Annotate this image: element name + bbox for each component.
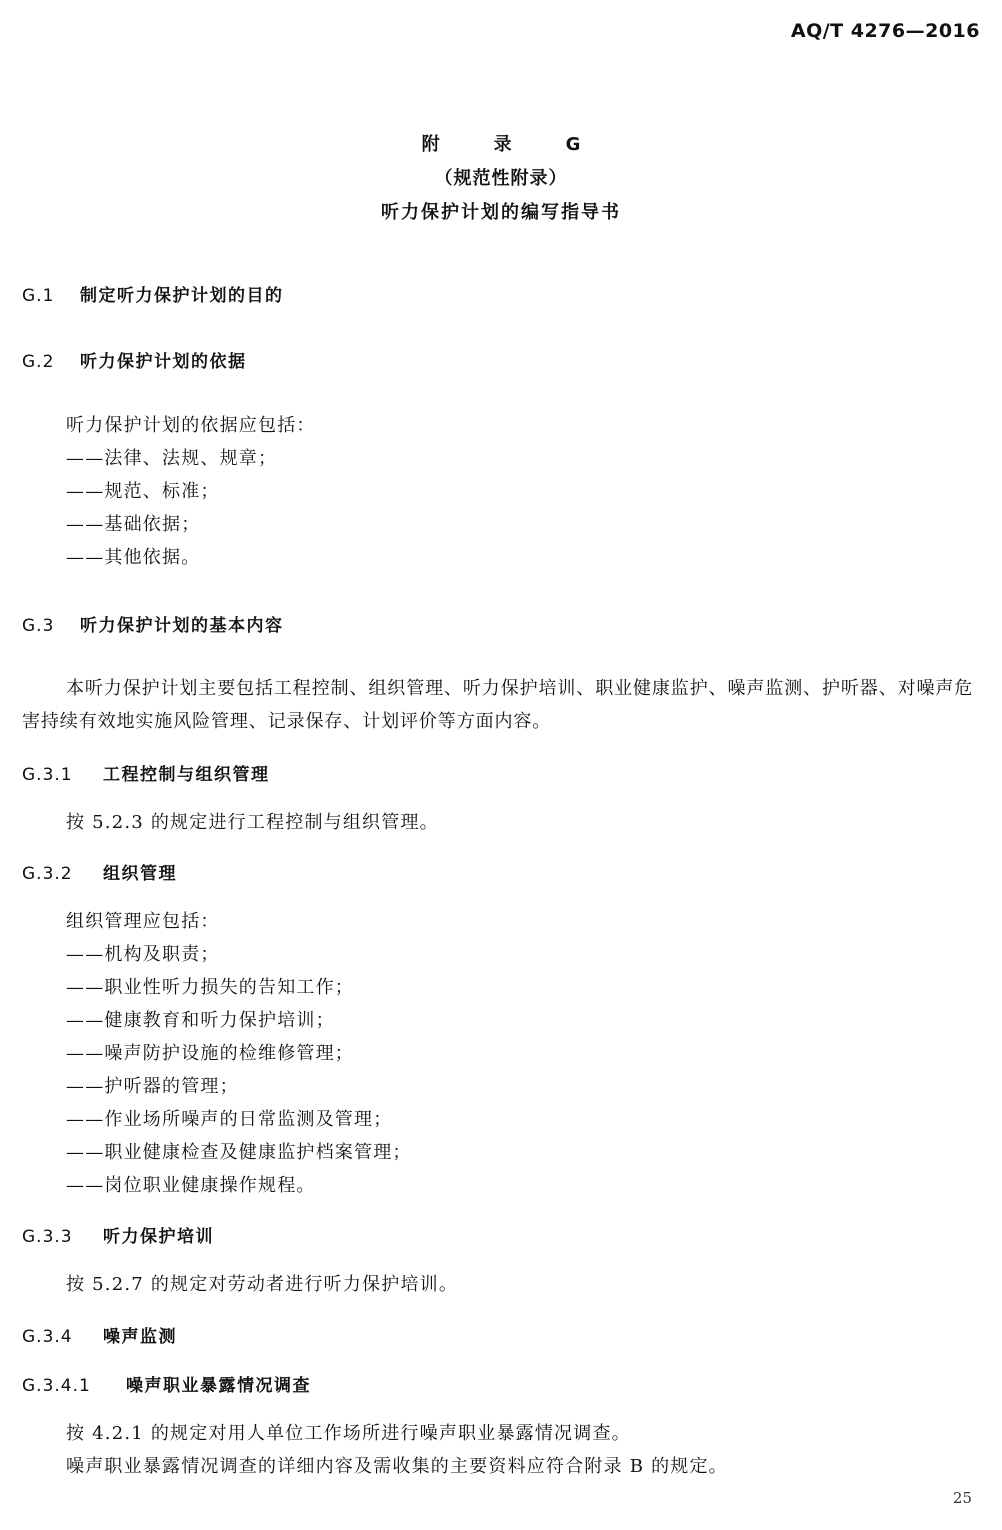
list-item: ——法律、法规、规章；	[66, 448, 278, 469]
section-title: 听力保护培训	[103, 1227, 214, 1247]
g3-paragraph: 本听力保护计划主要包括工程控制、组织管理、听力保护培训、职业健康监护、噪声监测、护听器、对噪声危害持续有效地实施风险管理、记录保存、计划评价等方面内容。	[22, 678, 974, 732]
section-heading-g2	[22, 347, 247, 372]
list-item: ——职业性听力损失的告知工作；	[66, 977, 354, 998]
list-item: ——机构及职责；	[66, 944, 220, 965]
section-number: G.3.4	[22, 1327, 73, 1347]
list-item: ——噪声防护设施的检维修管理；	[66, 1043, 354, 1064]
section-number: G.1	[22, 286, 55, 306]
appendix-title: 附 录 G	[421, 134, 599, 155]
section-number: G.3.3	[22, 1227, 73, 1247]
g3-1-text: 按 5.2.3 的规定进行工程控制与组织管理。	[66, 812, 439, 833]
section-number: G.3	[22, 616, 55, 636]
section-number: G.3.2	[22, 864, 73, 884]
g3-4-1-text: 噪声职业暴露情况调查的详细内容及需收集的主要资料应符合附录 B 的规定。	[66, 1456, 728, 1477]
list-item: ——健康教育和听力保护培训；	[66, 1010, 335, 1031]
section-title: 噪声监测	[103, 1327, 177, 1347]
section-title: 工程控制与组织管理	[103, 765, 270, 785]
section-title: 噪声职业暴露情况调查	[126, 1376, 311, 1396]
list-item: ——作业场所噪声的日常监测及管理；	[66, 1109, 393, 1130]
section-title: 听力保护计划的基本内容	[80, 616, 284, 636]
appendix-name: 听力保护计划的编写指导书	[381, 202, 621, 223]
section-title: 组织管理	[103, 864, 177, 884]
section-heading-g3-4	[22, 1322, 177, 1347]
section-heading-g3-4-1	[22, 1371, 311, 1396]
section-title: 听力保护计划的依据	[80, 352, 247, 372]
section-number: G.3.4.1	[22, 1376, 91, 1396]
appendix-type: （规范性附录）	[434, 168, 568, 189]
section-heading-g3-2	[22, 859, 177, 884]
list-item: ——职业健康检查及健康监护档案管理；	[66, 1142, 412, 1163]
g3-2-intro: 组织管理应包括：	[66, 911, 220, 932]
g3-4-1-text: 按 4.2.1 的规定对用人单位工作场所进行噪声职业暴露情况调查。	[66, 1423, 631, 1444]
page-number: 25	[952, 1489, 972, 1507]
list-item: ——规范、标准；	[66, 481, 220, 502]
section-heading-g3-1	[22, 760, 270, 785]
list-item: ——岗位职业健康操作规程。	[66, 1175, 316, 1196]
list-item: ——其他依据。	[66, 547, 201, 568]
section-title: 制定听力保护计划的目的	[80, 286, 284, 306]
section-number: G.3.1	[22, 765, 73, 785]
g3-3-text: 按 5.2.7 的规定对劳动者进行听力保护培训。	[66, 1274, 459, 1295]
list-item: ——护听器的管理；	[66, 1076, 239, 1097]
section-heading-g3	[22, 611, 284, 636]
section-number: G.2	[22, 352, 55, 372]
standard-code: AQ/T 4276—2016	[790, 20, 980, 42]
g2-intro: 听力保护计划的依据应包括：	[66, 415, 316, 436]
section-heading-g1	[22, 281, 284, 306]
list-item: ——基础依据；	[66, 514, 201, 535]
section-heading-g3-3	[22, 1222, 214, 1247]
